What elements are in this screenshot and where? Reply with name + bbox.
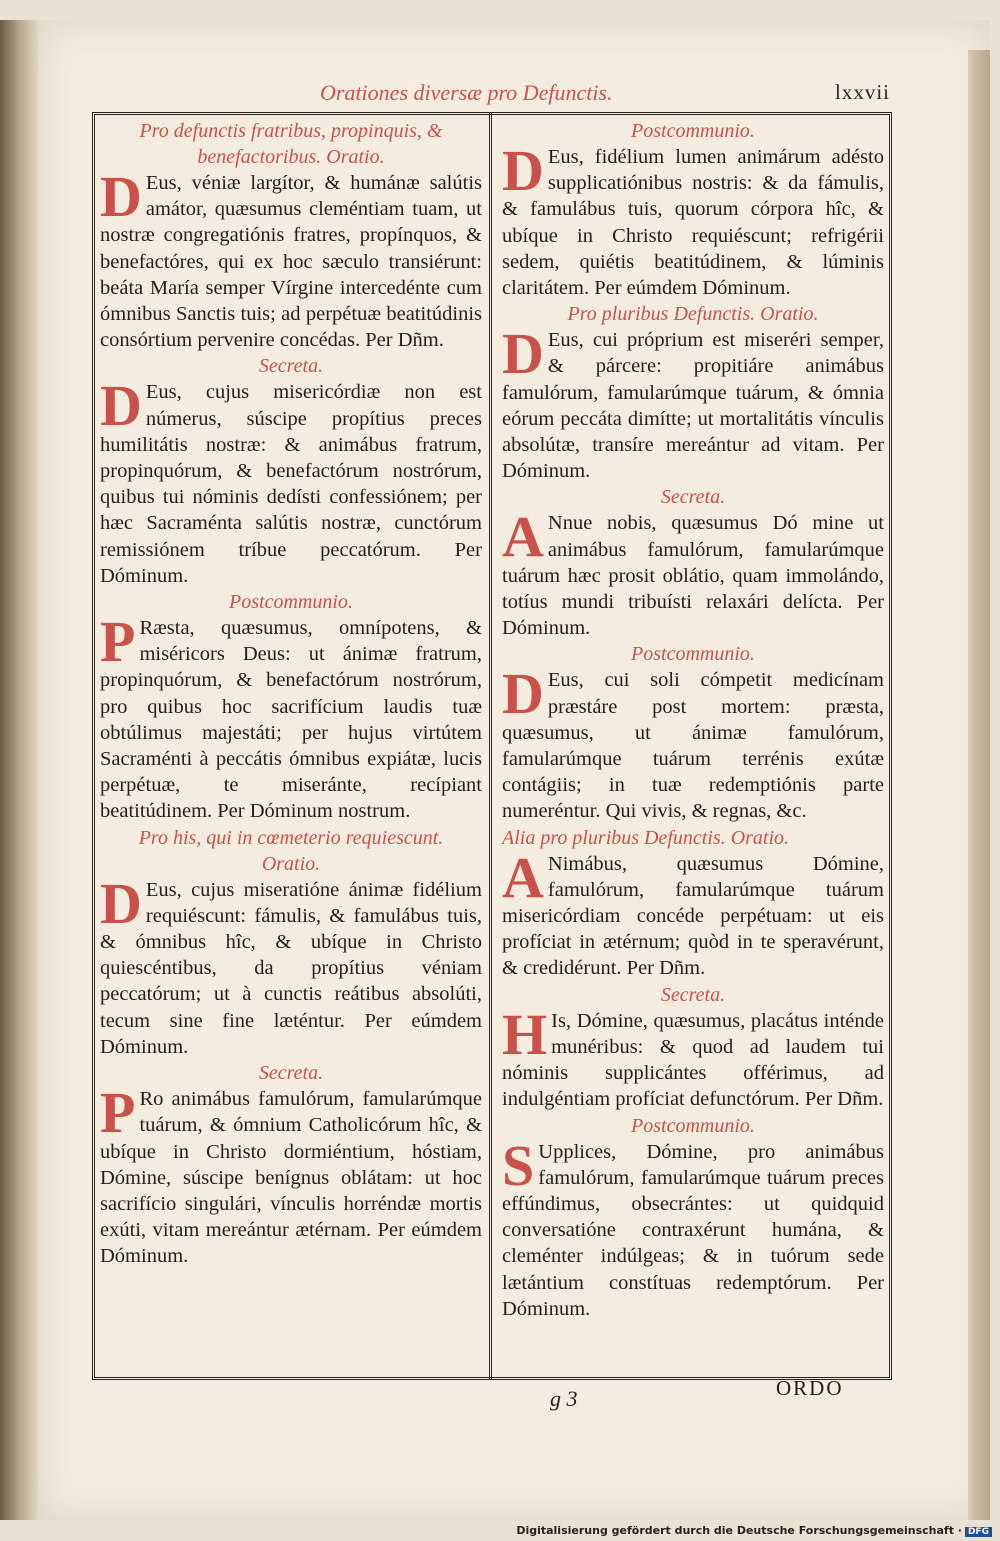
drop-cap: D <box>100 870 142 936</box>
prayer-pluribus <box>502 301 884 510</box>
drop-cap: P <box>100 1080 136 1146</box>
postcommunio-label: Postcommunio. <box>631 643 755 666</box>
running-title: Orationes diversæ pro Defunctis. <box>320 80 613 105</box>
secreta-label: Secreta. <box>258 355 324 378</box>
prayer-text <box>502 1001 884 1113</box>
secreta-alia-pluribus <box>502 1001 884 1139</box>
drop-cap: D <box>502 321 544 387</box>
prayer-body: Upplices, Dómine, pro animábus famulórum, famularúmque tuárum preces effúndimus, obsecrántes: ut quidquid conversatióne contraxérunt humána, & cleménter indúlgeas; & in tuórum sede lætántium constítuas redemptórum. Per Dóminum. <box>502 1140 884 1320</box>
secreta-coemeterio <box>100 1080 482 1269</box>
prayer-body: Eus, véniæ largítor, & humánæ salútis amátor, quæsumus cleméntiam tuam, ut nostræ congregatiónis fratres, propínquos, & benefactóres, qui ex hoc sæculo transiérunt: beáta María semper Vírgine intercedénte cum ómnibus Sanctis tuis; ad perpétuæ beatitúdinis consórtium pervenire concédas. Per Dñm. <box>100 172 482 352</box>
drop-cap: P <box>100 609 136 675</box>
book-gutter <box>0 20 40 1520</box>
prayer-body: Ræsta, quæsumus, omnípotens, & miséricors Deus: ut ánimæ fratrum, propinquórum, & benefactórum nostrórum, pro quibus hoc sacrifícium laudis tuæ obtúlimus majestáti; per hujus virtútem Sacraménti à peccátis ómnibus expiátæ, lucis perpétuæ, te miseránte, recípiant beatitúdinem. Per Dóminum nostrum. <box>100 617 482 823</box>
secreta-label: Secreta. <box>660 983 726 1006</box>
catchword: ORDO <box>776 1376 844 1400</box>
prayer-body: Eus, cui próprium est miseréri semper, & párcere: propitiáre animábus famulórum, famularúmque tuárum, & ómnia eórum peccáta dimítte; ut mortalitátis vínculis absolútæ, transíre mereántur ad vitam. Per Dóminum. <box>502 329 884 483</box>
section-heading: Pro defunctis fratribus, propinquis, & benefactoribus. Oratio. <box>139 120 443 168</box>
postcommunio-label: Postcommunio. <box>229 591 353 614</box>
drop-cap: S <box>502 1132 535 1198</box>
left-column <box>100 118 482 1270</box>
digitization-credit <box>516 1524 992 1537</box>
postcommunio-alia-pluribus <box>502 1132 884 1322</box>
running-head <box>90 80 890 110</box>
prayer-body: Nnue nobis, quæsumus Dó mine ut animábus famulórum, famularúmque tuárum hæc prosit oblátio, quam immolándo, totíus mundi tribuísti relaxári delícta. Per Dóminum. <box>502 512 884 640</box>
folio-number: lxxvii <box>834 80 890 104</box>
drop-cap: D <box>502 661 544 727</box>
postcommunio-pluribus <box>502 661 884 824</box>
section-heading: Pro pluribus Defunctis. Oratio. <box>567 303 819 326</box>
prayer-alia-pluribus <box>502 825 884 1008</box>
secreta-label: Secreta. <box>258 1062 324 1085</box>
postcommunio-coemeterio <box>502 118 884 301</box>
prayer-body: Eus, cui soli cómpetit medicínam præstáre post mortem: præsta, quæsumus, ut ánimæ famulórum, famularúmque tuárum terrénis exútæ contágiis; in tuæ redemptiónis parte numeréntur. Qui vivis, & regnas, &c. <box>502 669 884 823</box>
prayer-body: Eus, cujus miseratióne ánimæ fidélium requiéscunt: fámulis, & famulábus tuis, & ómnibus hîc, & ubíque in Christo quiescéntibus, da propítius véniam peccatórum; ut à cunctis reátibus absolúti, tecum sine fine læténtur. Per eúmdem Dóminum. <box>100 878 482 1058</box>
prayer-body: Is, Dómine, quæsumus, placátus inténde munéribus: & quod ad laudem tui nóminis supplicántes offérimus, ad indulgéntiam profíciat defunctórum. Per Dñm. <box>502 1009 884 1111</box>
drop-cap: D <box>502 138 544 203</box>
prayer-text <box>100 164 482 353</box>
prayer-text <box>100 609 482 825</box>
postcommunio-label: Postcommunio. <box>631 120 755 142</box>
drop-cap: A <box>502 504 544 570</box>
prayer-body: Eus, fidélium lumen animárum adésto supplicatiónibus nostris: & da fámulis, & famulábus tuis, quorum córpora hîc, & ubíque in Christo requiéscunt; refrigérii sedem, quiétis beatitúdinem, & lúminis claritátem. Per eúmdem Dóminum. <box>502 146 884 300</box>
drop-cap: D <box>100 164 142 229</box>
postcommunio-fratribus <box>100 609 482 825</box>
drop-cap: D <box>100 373 142 439</box>
drop-cap: A <box>502 844 544 910</box>
page-edge <box>968 50 990 1520</box>
prayer-text <box>502 844 884 982</box>
section-heading: Pro his, qui in cœmeterio requiescunt. <box>138 826 444 849</box>
section-heading: Alia pro pluribus Defunctis. Oratio. <box>502 826 790 849</box>
prayer-text <box>100 870 482 1060</box>
secreta-label: Secreta. <box>660 486 726 509</box>
credit-text: Digitalisierung gefördert durch die Deutsche Forschungsgemeinschaft · <box>516 1524 962 1537</box>
column-rule <box>489 112 492 1380</box>
prayer-text <box>502 661 884 824</box>
secreta-fratribus <box>100 373 482 615</box>
oratio-label: Oratio. <box>261 852 321 875</box>
signature-mark: g 3 <box>550 1386 578 1411</box>
prayer-coemeterio <box>100 825 482 1086</box>
prayer-text <box>502 504 884 641</box>
prayer-body: Ro animábus famulórum, famularúmque tuárum, & ómnium Catholicórum hîc, & ubíque in Christo dormiéntium, hóstiam, Dómine, súscipe benígnus oblátam: ut hoc sacrifício singulári, vínculis horréndæ mortis exúti, vitam mereántur ætérnam. Per eúmdem Dóminum. <box>100 1088 482 1268</box>
postcommunio-label: Postcommunio. <box>631 1114 755 1137</box>
drop-cap: H <box>502 1001 548 1067</box>
right-column <box>502 118 884 1322</box>
prayer-body: Nimábus, quæsumus Dómine, famulórum, famularúmque tuárum misericórdiam concéde perpétuam: ut eis profíciat in ætérnum; quòd in te speravérunt, & credidérunt. Per Dñm. <box>502 852 884 980</box>
prayer-fratribus <box>100 118 482 379</box>
prayer-text <box>100 373 482 589</box>
secreta-pluribus <box>502 504 884 667</box>
dfg-logo: DFG <box>965 1527 992 1537</box>
prayer-text <box>100 1080 482 1269</box>
prayer-text <box>502 321 884 484</box>
prayer-text <box>502 1132 884 1322</box>
prayer-body: Eus, cujus misericórdiæ non est númerus, súscipe propítius preces humilitátis nostræ: & animábus fratrum, propinquórum, & benefactórum nostrórum, quibus tui nóminis dedísti confessiónem; per hæc Sacraménta salútis nostræ, cunctórum remissiónem tríbue peccatórum. Per Dóminum. <box>100 381 482 587</box>
prayer-text <box>502 138 884 301</box>
